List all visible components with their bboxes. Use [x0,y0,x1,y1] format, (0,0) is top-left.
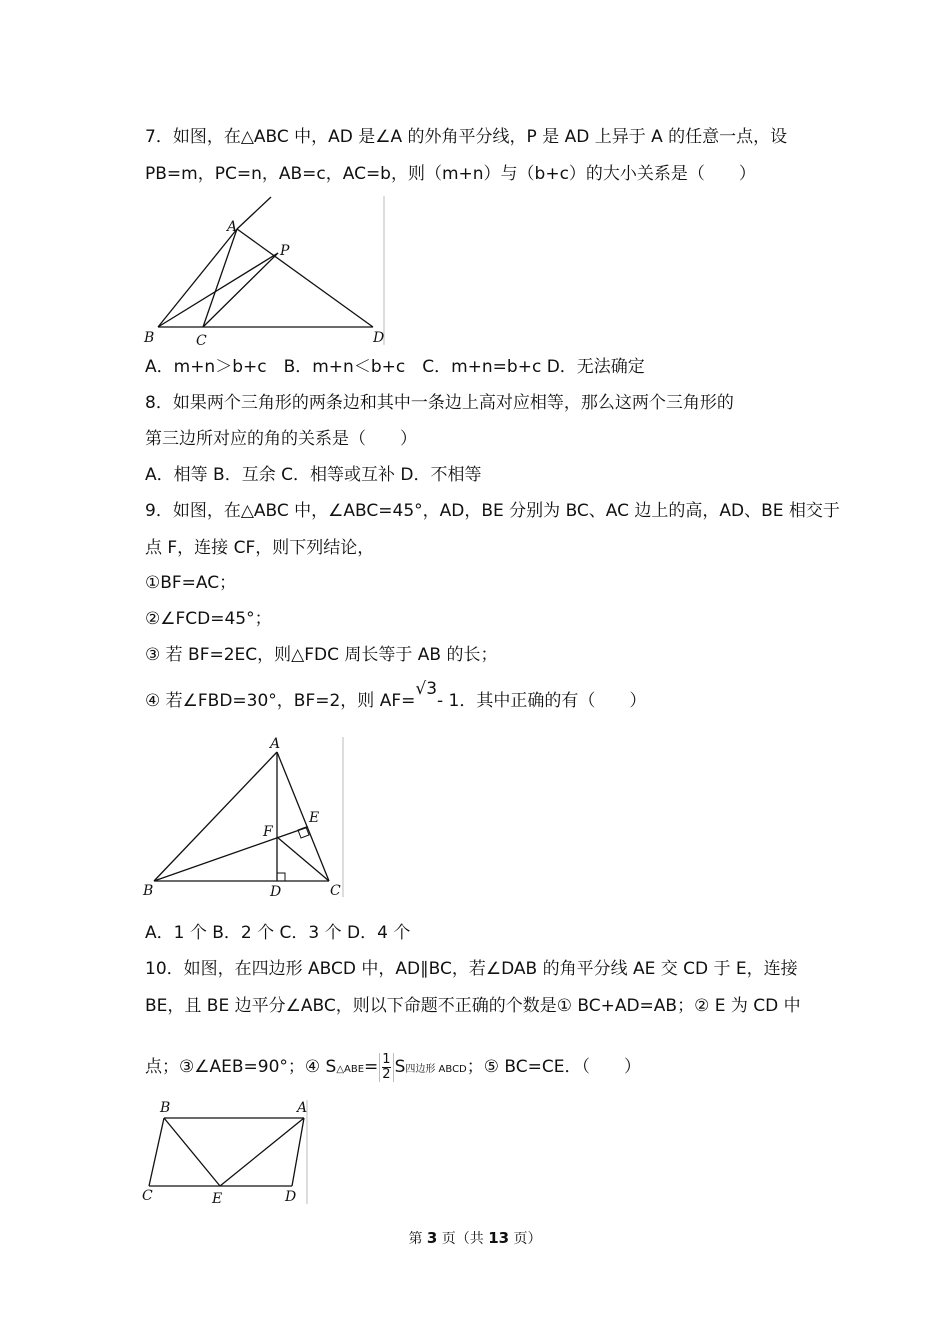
q10-frac-den: 2 [382,1066,391,1082]
q7-options: A．m+n＞b+c B．m+n＜b+c C．m+n=b+c D．无法确定 [145,357,645,377]
q9-sqrt3: √3 [415,679,438,699]
q9-label-b: B [143,883,154,899]
q10-label-d: D [285,1189,297,1205]
q9-label-d: D [270,884,282,900]
q9-s4-pre: ④ 若∠ [145,691,198,711]
q9-statement-2: ②∠FCD=45°； [145,609,272,629]
q10-label-b: B [160,1100,171,1116]
q7-exterior-ray [237,197,271,229]
q9-statement-1: ①BF=AC； [145,573,237,593]
footer-mid: 页（共 [437,1231,489,1247]
q10-stem-line3 [145,1045,641,1092]
q8-options: A．相等 B．互余 C．相等或互补 D．不相等 [145,465,482,485]
q7-seg-pb [158,253,278,327]
q9-label-e: E [309,810,320,826]
q9-s4-mid: FBD=30°，BF=2，则 AF= [197,691,416,711]
q9-label-c: C [330,883,341,899]
q10-line3-post: ；⑤ BC=CE．（ ） [466,1057,641,1077]
footer-page-number: 3 [426,1229,438,1247]
q10-stem-line2: BE，且 BE 边平分∠ABC，则以下命题不正确的个数是① BC+AD=AB；② E 为 CD 中 [145,996,801,1016]
q9-s4-post: - 1．其中正确的有（ ） [437,691,647,711]
q10-line3-pre: 点；③∠AEB=90°；④ S [145,1057,337,1077]
q7-stem-line2: PB=m，PC=n，AB=c，AC=b，则（m+n）与（b+c）的大小关系是（ ） [145,164,756,184]
q10-side-ad [292,1118,304,1186]
q7-label-a: A [227,219,238,235]
q10-side-bc [149,1118,164,1186]
q9-statement-3: ③ 若 BF=2EC，则△FDC 周长等于 AB 的长； [145,645,498,665]
q10-s-letter: S [394,1057,406,1077]
q9-label-f: F [263,824,273,840]
q10-stem-line1: 10．如图，在四边形 ABCD 中，AD∥BC，若∠DAB 的角平分线 AE 交 CD 于 E，连接 [145,959,798,979]
footer-pre: 第 [408,1231,427,1247]
q7-side-ac [203,229,237,327]
q9-statement-4 [145,679,647,712]
q7-line-ad [237,229,373,327]
q10-label-e: E [212,1191,223,1206]
q7-label-p: P [280,243,290,259]
q9-side-ac [277,752,329,881]
q10-frac-num: 1 [382,1051,391,1067]
q7-label-c: C [196,333,207,349]
page-footer [0,1228,950,1248]
q8-stem-line2: 第三边所对应的角的关系是（ ） [145,429,417,449]
q10-figure [140,1098,312,1206]
q10-label-c: C [142,1188,153,1204]
q10-sub-abcd: 四边形 ABCD [405,1064,467,1075]
q9-label-a: A [270,736,281,752]
q7-stem-line1: 7．如图，在△ABC 中，AD 是∠A 的外角平分线，P 是 AD 上异于 A 的任意一点，设 [145,127,788,147]
footer-post: 页） [509,1231,542,1247]
q7-figure [140,195,390,350]
q9-right-angle-d [277,873,285,881]
q10-label-a: A [297,1100,308,1116]
q10-seg-ae [220,1118,304,1186]
q9-options: A．1 个 B．2 个 C．3 个 D．4 个 [145,923,411,943]
footer-total-pages: 13 [488,1229,510,1247]
q9-stem-line2: 点 F，连接 CF，则下列结论， [145,538,375,558]
q9-stem-line1: 9．如图，在△ABC 中，∠ABC=45°，AD，BE 分别为 BC、AC 边上的高，AD、BE 相交于 [145,501,840,521]
q9-side-ab [154,752,277,881]
q10-seg-be [164,1118,220,1186]
q10-fraction-half [379,1053,393,1082]
q10-eq: = [364,1057,379,1077]
q10-sub-abe: △ABE [336,1064,365,1075]
q9-figure [140,735,355,900]
q7-seg-pc [203,253,278,327]
q7-label-d: D [373,330,385,346]
q7-side-ab [158,229,237,327]
q8-stem-line1: 8．如果两个三角形的两条边和其中一条边上高对应相等，那么这两个三角形的 [145,393,734,413]
q7-label-b: B [144,330,155,346]
